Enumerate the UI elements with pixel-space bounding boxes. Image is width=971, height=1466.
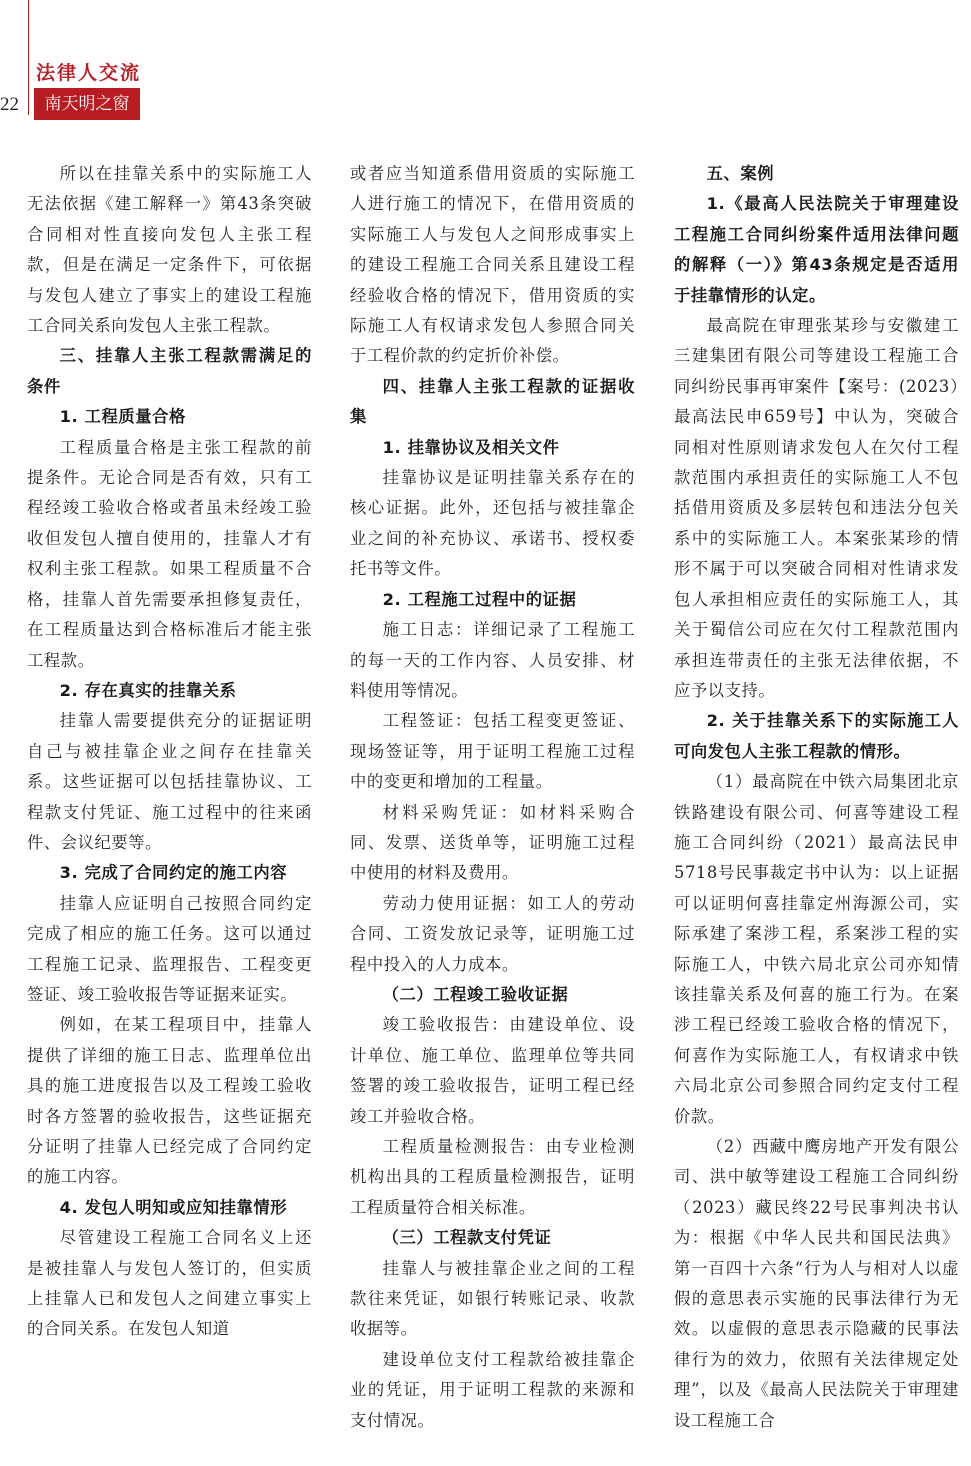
paragraph: 建设单位支付工程款给被挂靠企业的凭证，用于证明工程款的来源和支付情况。 (350, 1349, 635, 1430)
paragraph: 最高院在审理张某珍与安徽建工三建集团有限公司等建设工程施工合同纠纷民事再审案件【案号：(2023）最高法民申659号】中认为，突破合同相对性原则请求发包人在欠付工程款范围内承担责任的实际施工人不包括借用资质及多层转包和违法分包关系中的实际施工人。本案张某珍的情形不属于可以突破合同相对性请求发包人承担相应责任的实际施工人，其关于蜀信公司应在欠付工程款范围内承担连带责任的主张无法律依据，不应予以支持。 (674, 316, 959, 700)
paragraph: 工程签证：包括工程变更签证、现场签证等，用于证明工程施工过程中的变更和增加的工程量。 (350, 711, 635, 792)
paragraph: 例如，在某工程项目中，挂靠人提供了详细的施工日志、监理单位出具的施工进度报告以及工程竣工验收时各方签署的验收报告，这些证据充分证明了挂靠人已经完成了合同约定的施工内容。 (27, 1015, 312, 1187)
section-heading: 1.《最高人民法院关于审理建设工程施工合同纠纷案件适用法律问题的解释（一）》第43条规定是否适用于挂靠情形的认定。 (674, 194, 959, 305)
section-heading: 1. 工程质量合格 (59, 407, 186, 427)
section-heading: 五、案例 (706, 164, 775, 183)
paragraph: 尽管建设工程施工合同名义上还是被挂靠人与发包人签订的，但实质上挂靠人已和发包人之间建立事实上的合同关系。在发包人知道 (27, 1228, 312, 1339)
section-heading: 2. 存在真实的挂靠关系 (59, 680, 237, 700)
paragraph: 工程质量合格是主张工程款的前提条件。无论合同是否有效，只有工程经竣工验收合格或者虽未经竣工验收但发包人擅自使用的，挂靠人才有权利主张工程款。如果工程质量不合格，挂靠人首先需要承担修复责任，在工程质量达到合格标准后才能主张工程款。 (27, 437, 312, 670)
paragraph: 挂靠人应证明自己按照合同约定完成了相应的施工任务。这可以通过工程施工记录、监理报告、工程变更签证、竣工验收报告等证据来证实。 (27, 893, 312, 1004)
paragraph: 所以在挂靠关系中的实际施工人无法依据《建工解释一》第43条突破合同相对性直接向发包人主张工程款，但是在满足一定条件下，可依据与发包人建立了事实上的建设工程施工合同关系向发包人主张工程款。 (27, 164, 312, 336)
section-heading: 4. 发包人明知或应知挂靠情形 (59, 1197, 288, 1217)
paragraph: 挂靠人与被挂靠企业之间的工程款往来凭证，如银行转账记录、收款收据等。 (350, 1258, 635, 1339)
section-heading: 2. 关于挂靠关系下的实际施工人可向发包人主张工程款的情形。 (674, 711, 959, 761)
paragraph: （1）最高院在中铁六局集团北京铁路建设有限公司、何喜等建设工程施工合同纠纷（2021）最高法民申5718号民事裁定书中认为：以上证据可以证明何喜挂靠定州海源公司，实际承建了案涉工程，系案涉工程的实际施工人，中铁六局北京公司亦知情该挂靠关系及何喜的施工行为。在案涉工程已经竣工验收合格的情况下，何喜作为实际施工人，有权请求中铁六局北京公司参照合同约定支付工程价款。 (674, 772, 959, 1126)
paragraph: 挂靠协议是证明挂靠关系存在的核心证据。此外，还包括与被挂靠企业之间的补充协议、承诺书、授权委托书等文件。 (350, 468, 635, 579)
paragraph: 工程质量检测报告：由专业检测机构出具的工程质量检测报告，证明工程质量符合相关标准。 (350, 1137, 635, 1217)
section-heading: 3. 完成了合同约定的施工内容 (59, 863, 288, 883)
paragraph: 或者应当知道系借用资质的实际施工人进行施工的情况下，在借用资质的实际施工人与发包人之间形成事实上的建设工程施工合同关系且建设工程经验收合格的情况下，借用资质的实际施工人有权请求发包人参照合同关于工程价款的约定折价补偿。 (350, 164, 635, 366)
section-tag: 南天明之窗 (34, 88, 140, 120)
paragraph: 材料采购凭证：如材料采购合同、发票、送货单等，证明施工过程中使用的材料及费用。 (350, 802, 635, 883)
paragraph: 施工日志：详细记录了工程施工的每一天的工作内容、人员安排、材料使用等情况。 (350, 620, 635, 700)
text-column-3 (674, 159, 959, 1436)
section-heading: 1. 挂靠协议及相关文件 (382, 437, 560, 457)
section-heading: 四、挂靠人主张工程款的证据收集 (350, 376, 635, 427)
section-heading: 三、挂靠人主张工程款需满足的条件 (27, 346, 312, 396)
paragraph: （2）西藏中鹰房地产开发有限公司、洪中敏等建设工程施工合同纠纷（2023）藏民终22号民事判决书认为：根据《中华人民共和国民法典》第一百四十六条“行为人与相对人以虚假的意思表示实施的民事法律行为无效。以虚假的意思表示隐藏的民事法律行为的效力，依照有关法律规定处理”，以及《最高人民法院关于审理建设工程施工合 (674, 1137, 959, 1430)
paragraph: 竣工验收报告：由建设单位、设计单位、施工单位、监理单位等共同签署的竣工验收报告，证明工程已经竣工并验收合格。 (350, 1015, 635, 1126)
paragraph: 挂靠人需要提供充分的证据证明自己与被挂靠企业之间存在挂靠关系。这些证据可以包括挂靠协议、工程款支付凭证、施工过程中的往来函件、会议纪要等。 (27, 711, 312, 852)
page-number: 22 (0, 94, 19, 115)
section-title: 法律人交流 (36, 62, 142, 84)
section-heading: （三）工程款支付凭证 (382, 1228, 552, 1248)
paragraph: 劳动力使用证据：如工人的劳动合同、工资发放记录等，证明施工过程中投入的人力成本。 (350, 893, 635, 974)
section-heading: 2. 工程施工过程中的证据 (382, 589, 577, 609)
text-column-2 (350, 159, 635, 1436)
text-column-1 (27, 159, 312, 1345)
section-heading: （二）工程竣工验收证据 (382, 984, 569, 1004)
header-divider-line (28, 0, 29, 115)
